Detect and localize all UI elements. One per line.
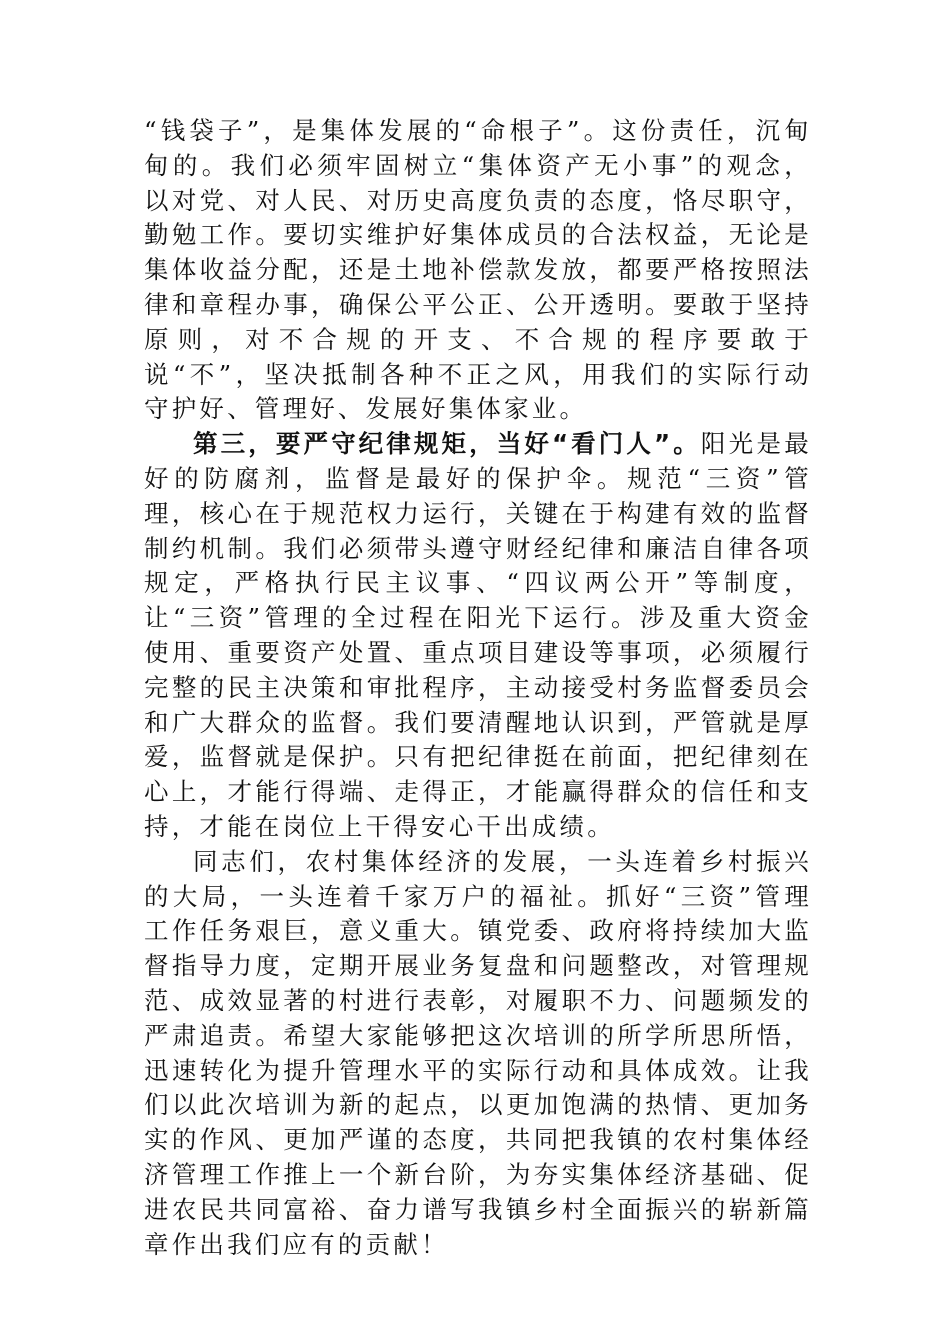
paragraph-text: 同志们，农村集体经济的发展，一头连着乡村振兴的大局，一头连着千家万户的福祉。抓好“三资”管理工作任务艰巨，意义重大。镇党委、政府将持续加大监督指导力度，定期开展业务复盘和问题整改，对管理规范、成效显著的村进行表彰，对履职不力、问题频发的严肃追责。希望大家能够把这次培训的所学所思所悟，迅速转化为提升管理水平的实际行动和具体成效。让我们以此次培训为新的起点，以更加饱满的热情、更加务实的作风、更加严谨的态度，共同把我镇的农村集体经济管理工作推上一个新台阶，为夯实集体经济基础、促进农民共同富裕、奋力谱写我镇乡村全面振兴的崭新篇章作出我们应有的贡献！ xyxy=(144,846,812,1259)
body-text xyxy=(144,114,812,1262)
paragraph-continuation xyxy=(144,114,812,427)
section-heading: 第三，要严守纪律规矩，当好“看门人”。 xyxy=(193,429,701,459)
paragraph-text: 阳光是最好的防腐剂，监督是最好的保护伞。规范“三资”管理，核心在于规范权力运行，关键在于构建有效的监督制约机制。我们必须带头遵守财经纪律和廉洁自律各项规定，严格执行民主议事、“四议两公开”等制度，让“三资”管理的全过程在阳光下运行。涉及重大资金使用、重要资产处置、重点项目建设等事项，必须履行完整的民主决策和审批程序，主动接受村务监督委员会和广大群众的监督。我们要清醒地认识到，严管就是厚爱，监督就是保护。只有把纪律挺在前面，把纪律刻在心上，才能行得端、走得正，才能赢得群众的信任和支持，才能在岗位上干得安心干出成绩。 xyxy=(144,429,812,841)
paragraph-section-three xyxy=(144,427,812,845)
paragraph-text: “钱袋子”，是集体发展的“命根子”。这份责任，沉甸甸的。我们必须牢固树立“集体资产无小事”的观念，以对党、对人民、对历史高度负责的态度，恪尽职守，勤勉工作。要切实维护好集体成员的合法权益，无论是集体收益分配，还是土地补偿款发放，都要严格按照法律和章程办事，确保公平公正、公开透明。要敢于坚持原则，对不合规的开支、不合规的程序要敢于说“不”，坚决抵制各种不正之风，用我们的实际行动守护好、管理好、发展好集体家业。 xyxy=(144,116,812,424)
paragraph-closing xyxy=(144,845,812,1263)
